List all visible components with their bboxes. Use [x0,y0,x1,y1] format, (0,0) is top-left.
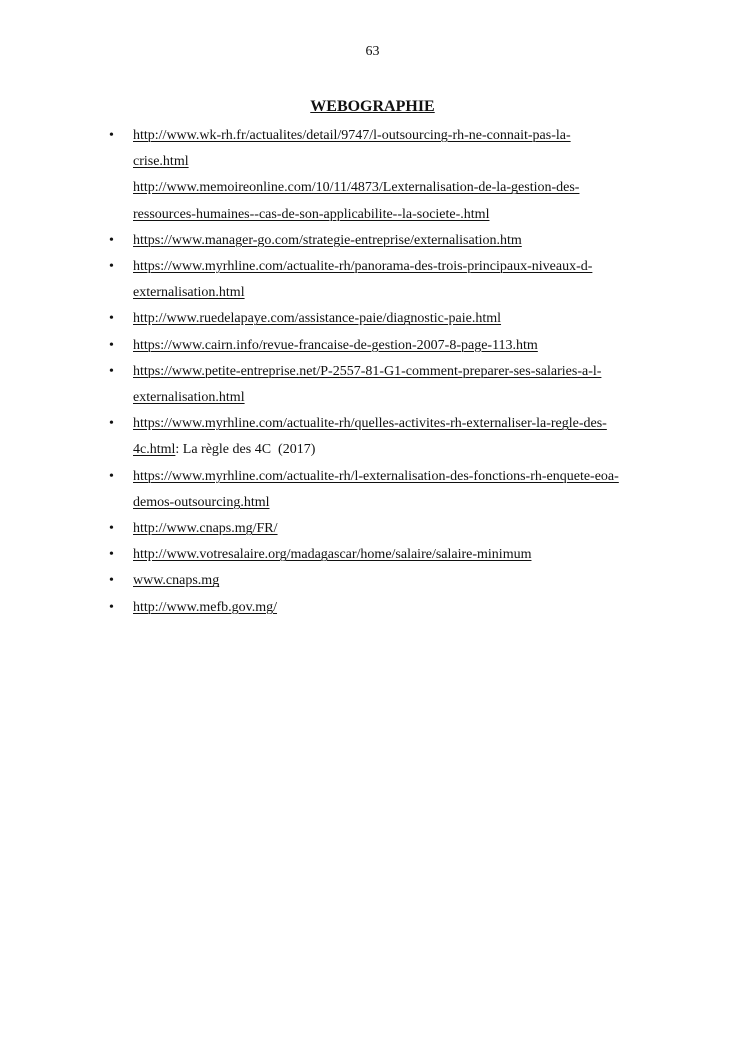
reference-link[interactable]: externalisation.html [133,285,245,301]
reference-item [108,333,668,359]
reference-link[interactable]: https://www.petite-entreprise.net/P-2557-81-G1-comment-preparer-ses-salaries-a-l- [133,363,602,379]
reference-link[interactable]: http://www.votresalaire.org/madagascar/home/salaire/salaire-minimum [133,547,532,563]
reference-item [108,254,668,306]
bullet-icon: • [109,232,114,248]
bullet-icon: • [109,337,114,353]
bullet-icon: • [109,259,114,275]
reference-note: : La règle des 4C (2017) [175,442,316,458]
bullet-icon: • [109,416,114,432]
reference-link[interactable]: ressources-humaines--cas-de-son-applicabilite--la-societe-.html [133,206,490,222]
reference-item [108,175,668,227]
page-number: 63 [365,44,380,59]
reference-link[interactable]: http://www.mefb.gov.mg/ [133,599,278,615]
reference-link[interactable]: crise.html [133,154,189,170]
reference-item [108,516,668,542]
reference-item [108,542,668,568]
reference-link[interactable]: externalisation.html [133,390,245,406]
reference-item [108,228,668,254]
bullet-icon: • [109,521,114,537]
reference-link[interactable]: http://www.ruedelapaye.com/assistance-paie/diagnostic-paie.html [133,311,502,327]
reference-link[interactable]: https://www.manager-go.com/strategie-entreprise/externalisation.htm [133,232,522,248]
reference-link[interactable]: http://www.memoireonline.com/10/11/4873/Lexternalisation-de-la-gestion-des- [133,180,580,196]
bullet-icon: • [109,128,114,143]
bullet-icon: • [109,547,114,563]
reference-item [108,306,668,332]
reference-link[interactable]: 4c.html [133,442,176,458]
reference-item [108,568,668,594]
reference-link[interactable]: https://www.cairn.info/revue-francaise-de-gestion-2007-8-page-113.htm [133,337,538,353]
reference-link[interactable]: demos-outsourcing.html [133,494,270,510]
reference-list [108,123,668,621]
reference-item [108,123,668,175]
reference-link[interactable]: www.cnaps.mg [133,573,220,589]
bullet-icon: • [109,363,114,379]
reference-link[interactable]: http://www.wk-rh.fr/actualites/detail/9747/l-outsourcing-rh-ne-connait-pas-la- [133,128,571,143]
reference-item [108,359,668,411]
page-title: WEBOGRAPHIE [310,98,435,115]
reference-link[interactable]: https://www.myrhline.com/actualite-rh/panorama-des-trois-principaux-niveaux-d- [133,259,593,275]
bullet-icon: • [109,468,114,484]
reference-item [108,464,668,516]
reference-item [108,411,668,463]
reference-link[interactable]: https://www.myrhline.com/actualite-rh/l-externalisation-des-fonctions-rh-enquete-eoa- [133,468,619,484]
bullet-icon: • [109,311,114,327]
bullet-icon: • [109,599,114,615]
reference-link[interactable]: https://www.myrhline.com/actualite-rh/quelles-activites-rh-externaliser-la-regle-des- [133,416,607,432]
bullet-icon: • [109,573,114,589]
reference-link[interactable]: http://www.cnaps.mg/FR/ [133,521,278,537]
reference-item [108,595,668,621]
